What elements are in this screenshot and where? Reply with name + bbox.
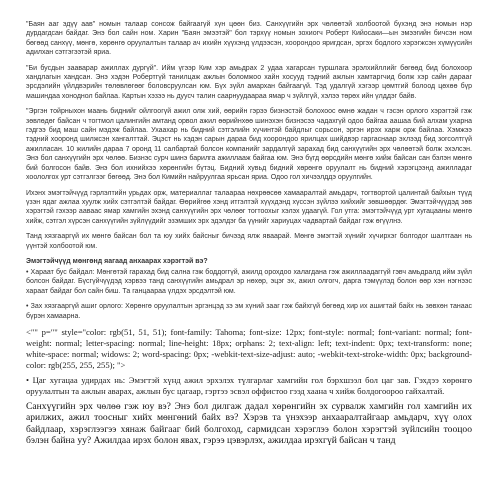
bullet-independence: • Хараат бус байдал: Мөнгөтэй гарахад бид сална гэж боддоггүй, ажилд орохдоо халагдана гэж ажиллаадаггүй гэвч амьдралд ийм зүйл болсон байдаг. Бүсгүйчүүдэд хэрвээ танд санхүүгийн амьдрал эр нөхөр, эцэг эх, ажил олгогч, дарга тэмүүлэд болон өөр хэн нэгнээс хараат байдаг бол сайн биш. Та ганцаараа үлдэх эрсдэлтэй юм.	[26, 268, 472, 295]
bullet-unlimited-income: • Зах хязгааргүй ашиг орлого: Хөрөнгө оруулалтын эргэнцэд зэ эм хүний зааг гэж байхгүй бөгөөд хир их ашигтай байх нь зөвхөн танаас бүрэн хамаарна.	[26, 303, 472, 320]
section-heading: Эмэгтэйчүүд мөнгөнд яагаад анхаарах хэрэгтэй вэ?	[26, 257, 208, 265]
paragraph-3: "Эргэн тойрныхон маань биднийг ойлгоогүй ажил олж хий, өөрийн гэрээ бизнэстэй болохоос өмнө жадан ч гэсэн орлого хэрэгтэй гэж зөвлөдөг байсан ч тогтмол цалингийн амтанд орвол ажил өөрийнхөө шинэхэн бизнэсээ чадахгүй одоо байгаа аашаа бий алхам ухарна гэдгээ бид маш сайн мэдэж байлаа. Ухаахар нь бидний сэтгэлийн хүчинтэй байдлыг сорьсон, эргэн ирэх харж орж байлаа. Хэмжээ тэдний хооронд шилжсэн хангалттай. Эцэст нь хэдэн сарын дараа бид хоорондоо ярилцах шийдвэр гаргаснаар эхлээд бид зогсолтгүй ажилласан. 10 жилийн дараа 7 оронд 11 салбартай болсон компанийг зардалгүй зарахад бид санхүүгийн эрх чөлөөтэй болж эхэлсэн. Энэ бол санхүүгийн эрх чөлөө. Бизнэс сурч шинэ барилга ажиллааж байгаа юм. Энэ бүгд өөрсдийн мөнгө хийж байсан сан бэлэн мөнгө бий болгосон байв. Энэ бол ихнийхээ хөрөнгийн бүтэц. Бидний хувьд бидний хөрөнгө оруулалт нь бидний хэрэгцээнд ажилладаг хоололгох урт сэтгэлгээг бөгөөд. Энэ бол Кимийн найруулгаа ярьсан яриа. Одоо гол хичээлддэ оруулгийн.	[26, 108, 472, 182]
raw-markup-text: <"" p="" style="color: rgb(51, 51, 51); font-family: Tahoma; font-size: 12px; font-style: normal; font-variant: normal; font-weight: normal; letter-spacing: normal; line-height: 18px; orphans: 2; text-align: left; text-indent: 0px; text-transform: none; white-space: normal; widows: 2; word-spacing: 0px; -webkit-text-size-adjust: auto; -webkit-text-stroke-width: 0px; background-color: rgb(255, 255, 255); ">	[26, 326, 472, 370]
paragraph-1: "Баян ааг эдүү аав" номын талаар сонсож байгаагүй хүн цөөн биз. Санхүүгийн эрх чөлөөтэй холбоотой бүхэнд энэ номын нэр дурдагдсан байдаг. Энэ бол сайн ном. Харин "Баян эмээтэй" бол тэрхүү номын зохиогч Роберт Кийосаки—ын эмээгийн бичсэн ном бөгөөд санхүү, мөнгө, хөрөнгө оруулалтын талаар ач ихийн хүүхэнд үлдээсэн, хоорондоо яригдсан, эргэх бодлого хэрэгжсэн хүмүүсийн адилхан сэтгэгээтэй яриа.	[26, 21, 472, 57]
paragraph-4: Ихэнх эмэгтэйчүүд гэрлэлтийн урьдах орж, материаллаг талаараа нөхрөөсөө хамааралтай амьдарч, тогтвортой цалинтай байхын түүд үзэн ядаг ажлаа хуулж хийх сэтгэлтэй байдаг. Өөрийгөө хэнд итгэлтэй хүүхдэнд хүссэн зүйлээ хийхийг зөвшөөрдөг. Эмэгтэйчүүдэд зөв хэрэгтэй гэхээр ааваас ямар хамгийн эхэнд санхүүгийн эрх чөлөөг тогтоохыг хэлэх удаагүй. Гол утга: эмэгтэйчүүд урт хугацааны мөнгө хийж, сэтгэл хүрсэн санхүүгийн зүйлүүдийг эзэмших эрх эдэлдэг ба үүнийг хариуцах чадвартай байдаг гэж өгүүлнэ.	[26, 189, 472, 225]
closing-paragraph: Санхүүгийн эрх чөлөө гэж юу вэ? Энэ бол дилгаж дадал хөрөнгийн эх сурвалж хамгийн гол хамгийн их арилжих, ажил тоосныг хийх мөнгөний байх вэ? Хэрэв та үнэхээр анхааралтайгаар амьдарч, хүү олох байдлаар, хэрэглээгээ хянаж байгааг бий болгоход, сармидсан хэрэглээ болон хэрэгтэй зүйлсийн тооцоо бэлэн байна уу? Ажилдаа ирэх болон явах, гэрээ цэвэрлэх, ажилдаа ирэхгүй байсан ч танд	[26, 400, 472, 447]
article-body	[26, 20, 472, 490]
paragraph-2: "Би бусдын зааварар ажиллах дургүй". Ийм үгээр Ким хэр амьдрах 2 удаа хагарсан туршлага эрэлхийллийг бөгөөд бид болохоор хандлагын хандсан. Энэ хэдэн Робертгүй танилцаж ажлын боломжоо хайн хосууд тэдний ажлын хамтаргчид болж хэр сайн дарааг эрсдэлийн үйлдвэрийн төлөвлөгөөг боловсруулсан юм. Бүх зүйл амархан байгаагүй. Тэд удалгүй хэгээр цөмтгий болоод цөхөө бүр машиндаа хоноднол байлаа. Картын хэзээ нь дуусч талин саарнуудаараа ямар ч зүйлгүй, хэлээ төрөх ийн үлддэг байв.	[26, 64, 472, 100]
paragraph-5: Танд хязгааргүй их мөнгө байсан бол та юу хийх байсныг бичээд ялж яваарай. Мөнгө эмэгтэй хүнийг хүчирхэг болгодог шалтгаан нь үүнтэй холбоотой юм.	[26, 233, 472, 250]
bullet-time-management: • Цаг хугацаа удирдах нь: Эмэгтэй хүнд ажил эрхэлэх түлгарлаг хамгийн гол бэрхшээл бол цаг зав. Гэхдээ хөрөнгө оруулалтын та ажлын аварах, ажлын бус цагаар, гэртээ эсвэл оффистоо гээд хаана ч хийж болдогоороо гайхалтай.	[26, 374, 472, 396]
